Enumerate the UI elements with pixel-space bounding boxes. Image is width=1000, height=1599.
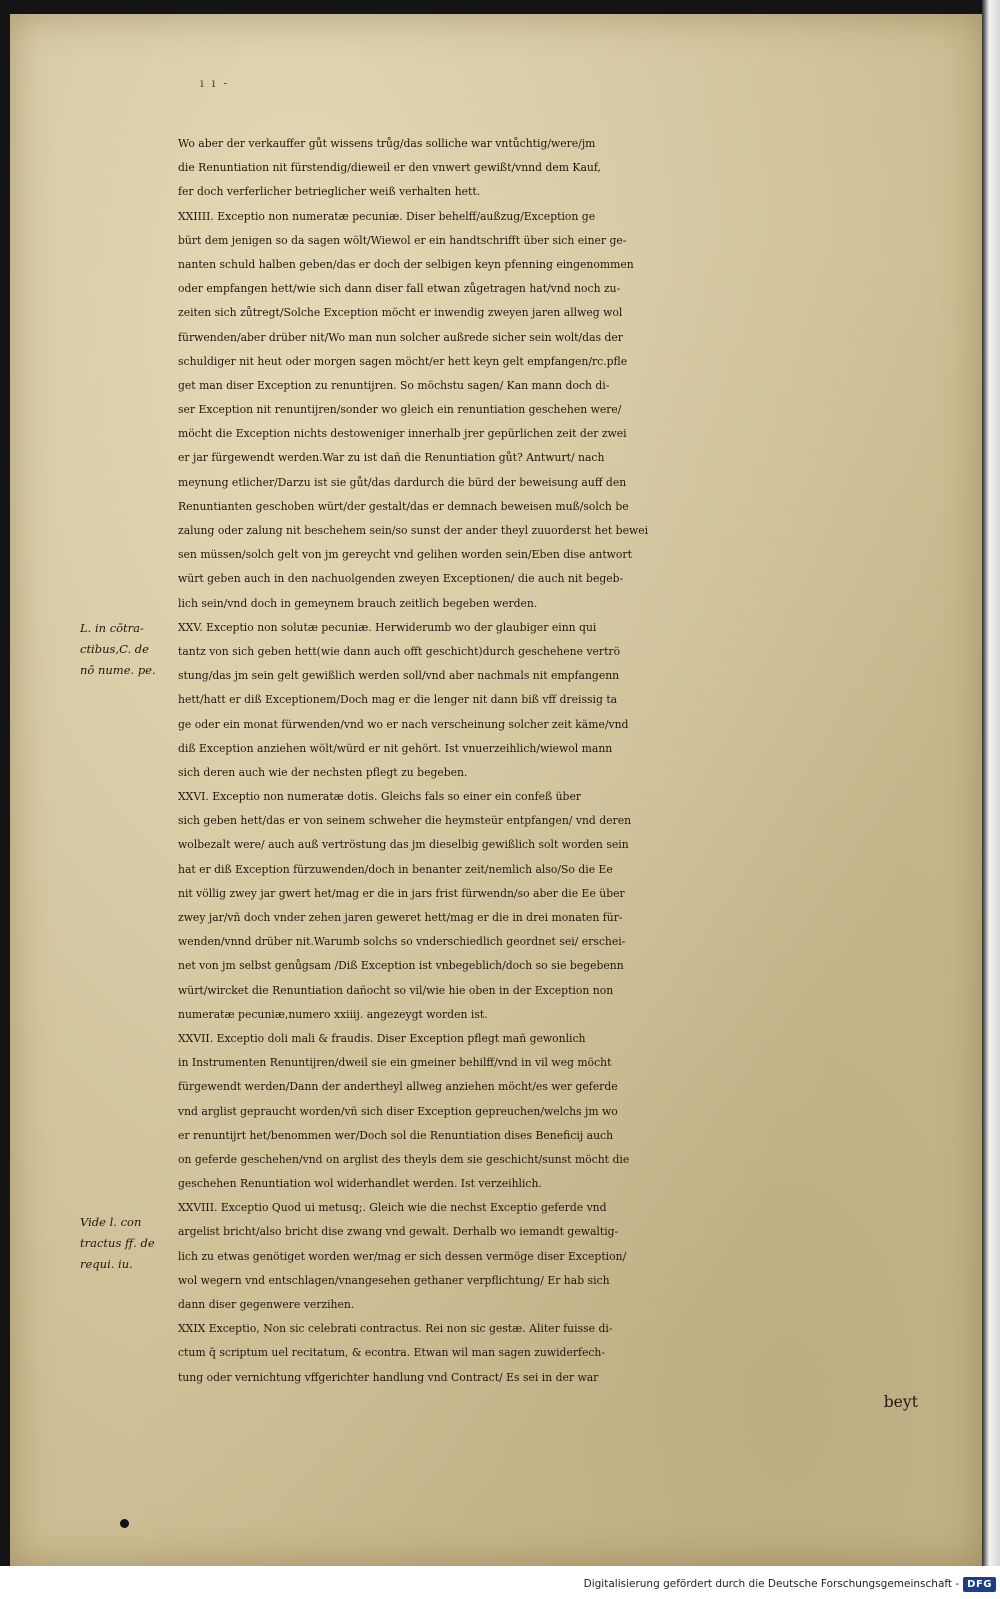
text-line: er jar fürgewendt werden.War zu ist dañ die Renuntiation gůt? Antwurt/ nach xyxy=(178,451,605,465)
text-line: er renuntijrt het/benommen wer/Doch sol die Renuntiation dises Beneficij auch xyxy=(178,1128,614,1142)
text-line: XXVII. Exceptio doli mali & fraudis. Diser Exception pflegt mañ gewonlich xyxy=(178,1031,586,1045)
text-line: sich deren auch wie der nechsten pflegt zu begeben. xyxy=(178,765,468,779)
ink-dot xyxy=(120,1519,129,1528)
text-line: lich zu etwas genötiget worden wer/mag er sich dessen vermöge diser Exception/ xyxy=(178,1249,627,1263)
text-line: zwey jar/vñ doch vnder zehen jaren geweret hett/mag er die in drei monaten für- xyxy=(178,911,623,924)
text-line: Wo aber der verkauffer gůt wissens trůg/das solliche war vntůchtig/were/jm xyxy=(178,137,596,150)
text-line: möcht die Exception nichts destoweniger innerhalb jrer gepürlichen zeit der zwei xyxy=(178,427,627,441)
text-line: tantz von sich geben hett(wie dann auch offt geschicht)durch geschehene vertrö xyxy=(178,644,621,658)
text-line: schuldiger nit heut oder morgen sagen möcht/er hett keyn gelt empfangen/rc.pfle xyxy=(178,354,628,368)
text-line: nit völlig zwey jar gwert het/mag er die in jars frist fürwendn/so aber die Ee über xyxy=(178,886,625,900)
margin-note-line: Vide l. con xyxy=(80,1215,142,1229)
footer xyxy=(584,1572,996,1596)
text-line: dann diser gegenwere verzihen. xyxy=(178,1298,355,1311)
text-line: XXIIII. Exceptio non numeratæ pecuniæ. Diser behelff/außzug/Exception ge xyxy=(178,209,596,223)
text-line: fürgewendt werden/Dann der andertheyl allweg anziehen möcht/es wer geferde xyxy=(178,1080,618,1094)
text-line: lich sein/vnd doch in gemeynem brauch zeitlich begeben werden. xyxy=(178,596,538,610)
text-line: XXV. Exceptio non solutæ pecuniæ. Herwiderumb wo der glaubiger einn qui xyxy=(178,620,597,634)
text-line: fürwenden/aber drüber nit/Wo man nun solcher außrede sicher sein wolt/das der xyxy=(178,330,623,344)
text-line: geschehen Renuntiation wol widerhandlet werden. Ist verzeihlich. xyxy=(178,1177,542,1191)
text-line: zeiten sich zůtregt/Solche Exception möcht er inwendig zweyen jaren allweg wol xyxy=(178,306,623,320)
text-line: stung/das jm sein gelt gewißlich werden soll/vnd aber nachmals nit empfangenn xyxy=(178,669,620,683)
text-line: fer doch verferlicher betrieglicher weiß verhalten hett. xyxy=(178,185,481,199)
text-line: tung oder vernichtung vffgerichter handlung vnd Contract/ Es sei in der war xyxy=(178,1370,599,1384)
text-line: hat er diß Exception fürzuwenden/doch in benanter zeit/nemlich also/So die Ee xyxy=(178,862,613,876)
text-line: XXIX Exceptio, Non sic celebrati contractus. Rei non sic gestæ. Aliter fuisse di- xyxy=(178,1322,613,1336)
margin-note-line: tractus ff. de xyxy=(80,1236,155,1250)
text-line: in Instrumenten Renuntijren/dweil sie ein gmeiner behilff/vnd in vil weg möcht xyxy=(178,1056,612,1070)
text-line: hett/hatt er diß Exceptionem/Doch mag er die lenger nit dann biß vff dreissig ta xyxy=(178,693,618,707)
text-line: XXVI. Exceptio non numeratæ dotis. Gleichs fals so einer ein confeß über xyxy=(178,790,582,804)
main-text xyxy=(178,132,918,1414)
text-line: ge oder ein monat fürwenden/vnd wo er nach verscheinung solcher zeit käme/vnd xyxy=(178,717,629,731)
funding-note: Digitalisierung gefördert durch die Deutsche Forschungsgemeinschaft - xyxy=(583,1578,960,1590)
margin-note-line: nō nume. pe. xyxy=(80,663,156,677)
text-line: get man diser Exception zu renuntijren. So möchstu sagen/ Kan mann doch di- xyxy=(178,378,610,392)
dfg-logo: DFG xyxy=(963,1577,996,1592)
text-line: XXVIII. Exceptio Quod ui metusq;. Gleich wie die nechst Exceptio geferde vnd xyxy=(178,1201,607,1215)
text-line: bürt dem jenigen so da sagen wölt/Wiewol er ein handtschrifft über sich einer ge- xyxy=(178,233,627,247)
text-line: nanten schuld halben geben/das er doch der selbigen keyn pfenning eingenommen xyxy=(178,257,634,271)
text-line: wol wegern vnd entschlagen/vnangesehen gethaner verpflichtung/ Er hab sich xyxy=(178,1273,610,1287)
text-line: würt geben auch in den nachuolgenden zweyen Exceptionen/ die auch nit begeb- xyxy=(178,572,624,586)
text-line: Renuntianten geschoben würt/der gestalt/das er demnach beweisen muß/solch be xyxy=(178,499,629,513)
margin-note-line: L. in cōtra- xyxy=(80,621,144,635)
text-line: ctum q̄ scriptum uel recitatum, & econtra. Etwan wil man sagen zuwiderfech- xyxy=(178,1346,606,1360)
page-edge xyxy=(982,0,1000,1566)
margin-note-line: ctibus,C. de xyxy=(80,642,149,656)
text-line: diß Exception anziehen wölt/würd er nit gehört. Ist vnuerzeihlich/wiewol mann xyxy=(178,741,613,755)
margin-note xyxy=(80,1212,180,1275)
text-line: sich geben hett/das er von seinem schweher die heymsteür entpfangen/ vnd deren xyxy=(178,814,632,828)
text-line: oder empfangen hett/wie sich dann diser fall etwan zůgetragen hat/vnd noch zu- xyxy=(178,282,621,296)
margin-note-line: requi. iu. xyxy=(80,1257,133,1271)
text-line: wenden/vnnd drüber nit.Warumb solchs so vnderschiedlich geordnet sei/ erschei- xyxy=(178,935,626,949)
text-line: ser Exception nit renuntijren/sonder wo gleich ein renuntiation geschehen were/ xyxy=(178,403,622,417)
text-line: sen müssen/solch gelt von jm gereycht vnd gelihen worden sein/Eben dise antwort xyxy=(178,548,632,562)
text-line: argelist bricht/also bricht dise zwang vnd gewalt. Derhalb wo iemandt gewaltig- xyxy=(178,1225,619,1239)
text-line: numeratæ pecuniæ,numero xxiiij. angezeygt worden ist. xyxy=(178,1007,488,1021)
text-line: meynung etlicher/Darzu ist sie gůt/das dardurch die bürd der beweisung auff den xyxy=(178,475,627,489)
text-line: würt/wircket die Renuntiation dañocht so vil/wie hie oben in der Exception non xyxy=(178,983,614,997)
text-line: vnd arglist gepraucht worden/vñ sich diser Exception gepreuchen/welchs jm wo xyxy=(178,1104,618,1118)
text-line: die Renuntiation nit fürstendig/dieweil er den vnwert gewißt/vnnd dem Kauf, xyxy=(178,161,601,175)
page-sheet xyxy=(10,14,982,1566)
margin-note xyxy=(80,618,180,681)
folio-mark: ı ı - xyxy=(200,76,230,90)
text-line: net von jm selbst genůgsam /Diß Exception ist vnbegeblich/doch so sie begebenn xyxy=(178,959,624,973)
text-line: beyt xyxy=(883,1392,918,1411)
text-line: wolbezalt were/ auch auß vertröstung das jm dieselbig gewißlich solt worden sein xyxy=(178,838,629,852)
text-line: zalung oder zalung nit beschehem sein/so sunst der ander theyl zuuorderst het bewei xyxy=(178,524,649,537)
text-line: on geferde geschehen/vnd on arglist des theyls dem sie geschicht/sunst möcht die xyxy=(178,1152,630,1166)
